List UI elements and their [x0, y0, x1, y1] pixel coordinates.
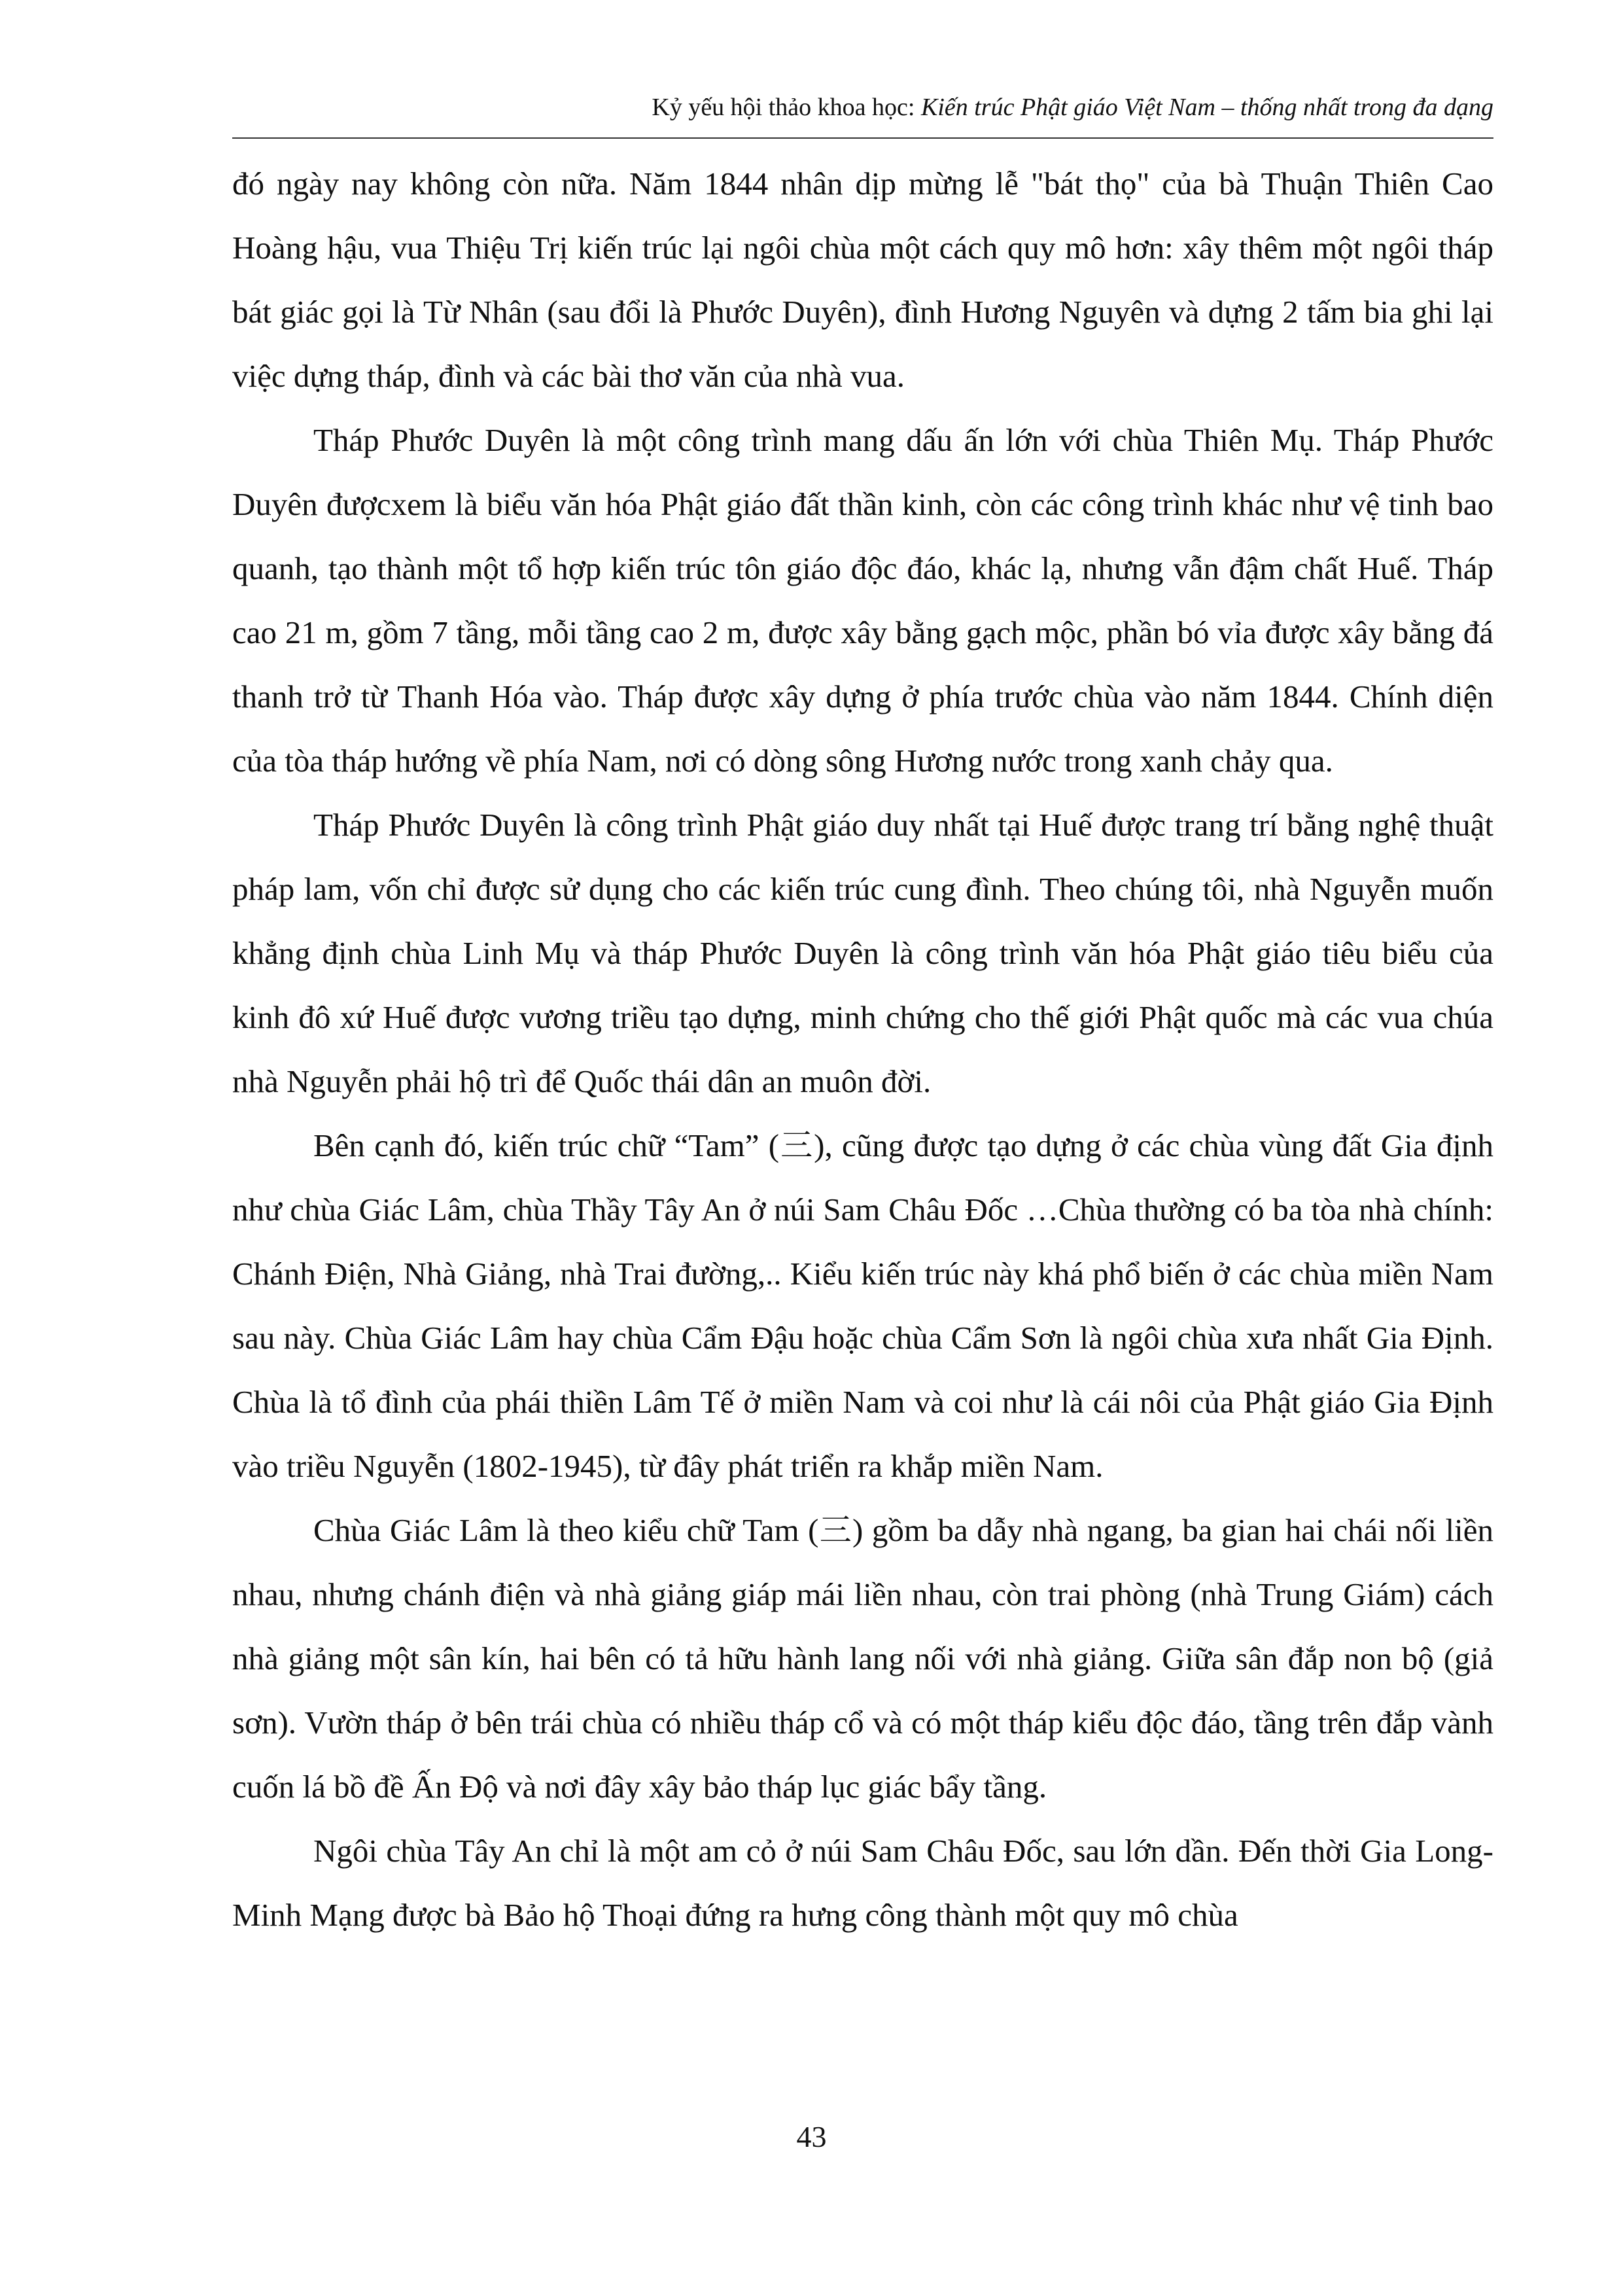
- header-title: Kiến trúc Phật giáo Việt Nam – thống nhất trong đa dạng: [920, 94, 1493, 121]
- page-number: 43: [796, 2120, 827, 2153]
- paragraph: Tháp Phước Duyên là một công trình mang dấu ấn lớn với chùa Thiên Mụ. Tháp Phước Duyên đượcxem là biểu văn hóa Phật giáo đất thần kinh, còn các công trình khác như vệ tinh bao quanh, tạo thành một tổ hợp kiến trúc tôn giáo độc đáo, khác lạ, nhưng vẫn đậm chất Huế. Tháp cao 21 m, gồm 7 tầng, mỗi tầng cao 2 m, được xây bằng gạch mộc, phần bó vỉa được xây bằng đá thanh trở từ Thanh Hóa vào. Tháp được xây dựng ở phía trước chùa vào năm 1844. Chính diện của tòa tháp hướng về phía Nam, nơi có dòng sông Hương nước trong xanh chảy qua.: [232, 422, 1493, 779]
- header-divider: [232, 137, 1493, 139]
- header-prefix: Kỷ yếu hội thảo khoa học:: [652, 94, 921, 121]
- paragraph: Bên cạnh đó, kiến trúc chữ “Tam” (三), cũng được tạo dựng ở các chùa vùng đất Gia định như chùa Giác Lâm, chùa Thầy Tây An ở núi Sam Châu Đốc …Chùa thường có ba tòa nhà chính: Chánh Điện, Nhà Giảng, nhà Trai đường,.. Kiểu kiến trúc này khá phổ biến ở các chùa miền Nam sau này. Chùa Giác Lâm hay chùa Cẩm Đậu hoặc chùa Cẩm Sơn là ngôi chùa xưa nhất Gia Định. Chùa là tổ đình của phái thiền Lâm Tế ở miền Nam và coi như là cái nôi của Phật giáo Gia Định vào triều Nguyễn (1802-1945), từ đây phát triển ra khắp miền Nam.: [232, 1127, 1493, 1484]
- paragraph-continuation: đó ngày nay không còn nữa. Năm 1844 nhân dịp mừng lễ "bát thọ" của bà Thuận Thiên Cao Hoàng hậu, vua Thiệu Trị kiến trúc lại ngôi chùa một cách quy mô hơn: xây thêm một ngôi tháp bát giác gọi là Từ Nhân (sau đổi là Phước Duyên), đình Hương Nguyên và dựng 2 tấm bia ghi lại việc dựng tháp, đình và các bài thơ văn của nhà vua.: [232, 166, 1493, 394]
- paragraph: Ngôi chùa Tây An chỉ là một am cỏ ở núi Sam Châu Đốc, sau lớn dần. Đến thời Gia Long-Minh Mạng được bà Bảo hộ Thoại đứng ra hưng công thành một quy mô chùa: [232, 1833, 1493, 1933]
- body-text: [232, 152, 1493, 1947]
- paragraph: Chùa Giác Lâm là theo kiểu chữ Tam (三) gồm ba dẫy nhà ngang, ba gian hai chái nối liền nhau, nhưng chánh điện và nhà giảng giáp mái liền nhau, còn trai phòng (nhà Trung Giám) cách nhà giảng một sân kín, hai bên có tả hữu hành lang nối với nhà giảng. Giữa sân đắp non bộ (giả sơn). Vườn tháp ở bên trái chùa có nhiều tháp cổ và có một tháp kiểu độc đáo, tầng trên đắp vành cuốn lá bồ đề Ấn Độ và nơi đây xây bảo tháp lục giác bẩy tầng.: [232, 1512, 1493, 1805]
- running-header: [652, 92, 1493, 123]
- paragraph: Tháp Phước Duyên là công trình Phật giáo duy nhất tại Huế được trang trí bằng nghệ thuật pháp lam, vốn chỉ được sử dụng cho các kiến trúc cung đình. Theo chúng tôi, nhà Nguyễn muốn khẳng định chùa Linh Mụ và tháp Phước Duyên là công trình văn hóa Phật giáo tiêu biểu của kinh đô xứ Huế được vương triều tạo dựng, minh chứng cho thế giới Phật quốc mà các vua chúa nhà Nguyễn phải hộ trì để Quốc thái dân an muôn đời.: [232, 807, 1493, 1099]
